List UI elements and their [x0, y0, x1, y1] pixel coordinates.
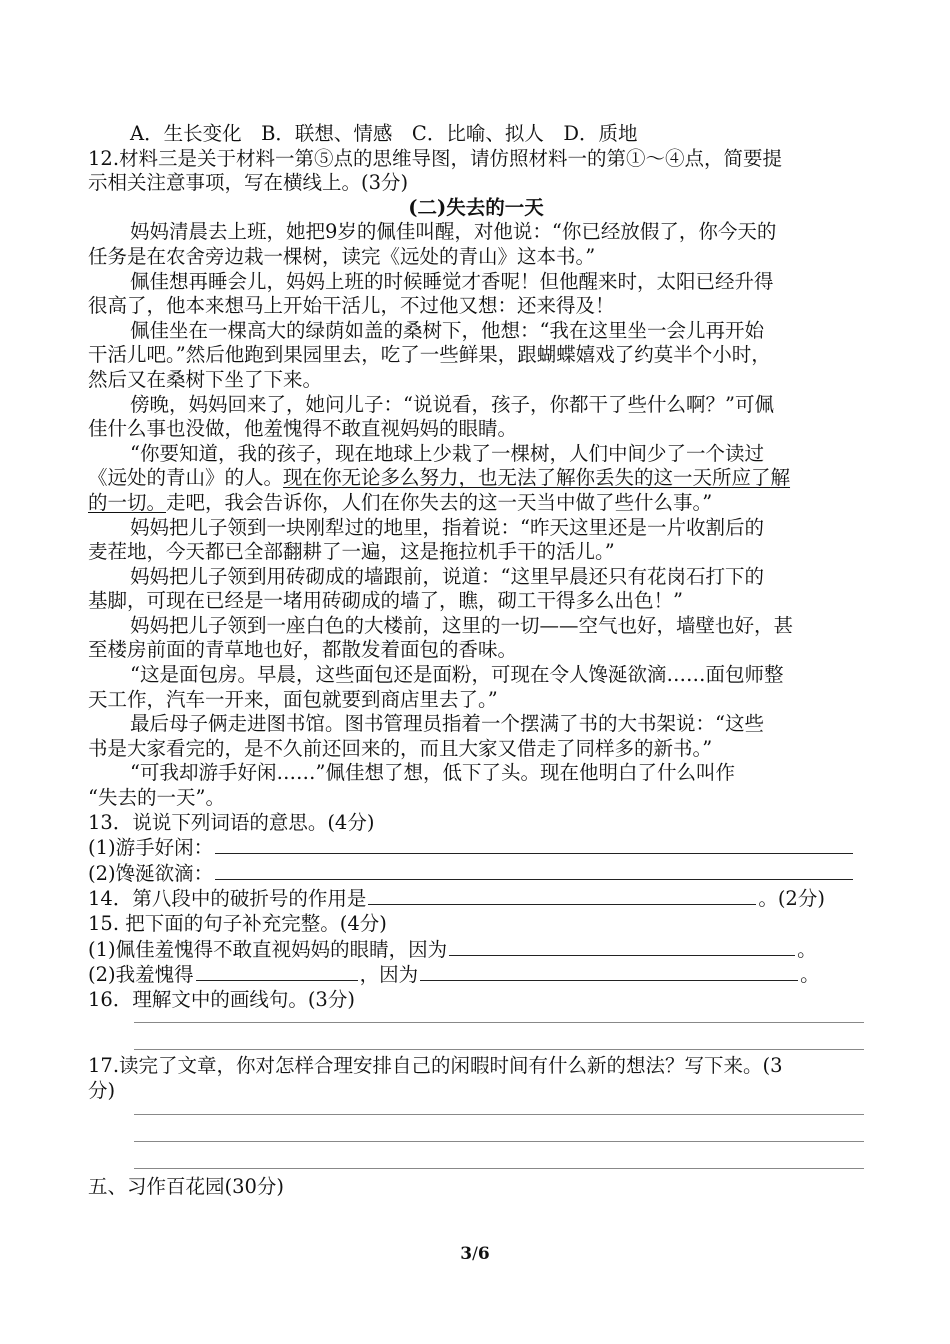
passage-p6-l2: 麦茬地，今天都已全部翻耕了一遍，这是拖拉机手干的活儿。”: [88, 540, 615, 564]
q12-line1: 12.材料三是关于材料一第⑤点的思维导图，请仿照材料一的第①～④点，简要提: [88, 146, 783, 170]
passage-p8-l1: 妈妈把儿子领到一座白色的大楼前，这里的一切——空气也好，墙壁也好，甚: [130, 613, 794, 637]
passage-p10-l1: 最后母子俩走进图书馆。图书管理员指着一个摆满了书的大书架说：“这些: [130, 712, 764, 736]
q14: [88, 886, 864, 912]
q15-item2-end: 。: [800, 963, 820, 987]
q13-answer1-blank[interactable]: [215, 835, 853, 854]
q14-score: 。(2分): [758, 887, 825, 911]
section5-heading: 五、习作百花园(30分): [88, 1174, 285, 1198]
passage-p3-l2: 干活儿吧。”然后他跑到果园里去，吃了一些鲜果，跟蝴蝶嬉戏了约莫半个小时，: [88, 343, 771, 367]
passage-p5-l1: “你要知道，我的孩子，现在地球上少栽了一棵树，人们中间少了一个读过: [130, 441, 764, 465]
passage-p1-l2: 任务是在农舍旁边栽一棵树，读完《远处的青山》这本书。”: [88, 244, 596, 268]
q15-answer1-blank[interactable]: [449, 937, 795, 956]
q15-item1-label: (1)佩佳羞愧得不敢直视妈妈的眼睛，因为: [88, 937, 448, 961]
page-number: [0, 1244, 950, 1264]
q15-answer2b-blank[interactable]: [420, 962, 798, 981]
passage-p3-l3: 然后又在桑树下坐了下来。: [88, 367, 323, 391]
q13-item1: [88, 835, 864, 861]
q13-item1-label: (1)游手好闲：: [88, 836, 214, 860]
q16-answer-line1[interactable]: [134, 1012, 864, 1023]
passage-p8-l2: 至楼房前面的青草地也好，都散发着面包的香味。: [88, 638, 518, 662]
passage-p5-l3: [88, 491, 864, 516]
q14-stem: 14．第八段中的破折号的作用是: [88, 887, 367, 911]
passage-p9-l2: 天工作，汽车一开来，面包就要到商店里去了。”: [88, 687, 498, 711]
exam-page: [88, 122, 864, 1199]
page-total: 6: [477, 1244, 490, 1264]
passage-p2-l1: 佩佳想再睡会儿，妈妈上班的时候睡觉才香呢！但他醒来时，太阳已经升得: [130, 269, 774, 293]
q11-options: A．生长变化 B．联想、情感 C．比喻、拟人 D．质地: [130, 122, 638, 145]
q12-line2: 示相关注意事项，写在横线上。(3分): [88, 171, 409, 195]
passage-p4-l1: 傍晚，妈妈回来了，她问儿子：“说说看，孩子，你都干了些什么啊？”可佩: [130, 392, 774, 416]
q13-stem: 13．说说下列词语的意思。(4分): [88, 810, 375, 834]
q13-item2: [88, 861, 864, 887]
passage-p2-l2: 很高了，他本来想马上开始干活儿，不过他又想：还来得及！: [88, 294, 615, 318]
passage-p11-l2: “失去的一天”。: [88, 786, 225, 810]
q15-stem: 15. 把下面的句子补充完整。(4分): [88, 912, 387, 935]
passage-p3-l1: 佩佳坐在一棵高大的绿荫如盖的桑树下，他想：“我在这里坐一会儿再开始: [130, 318, 764, 342]
passage-p5-l3-plain: 走吧，我会告诉你，人们在你失去的这一天当中做了些什么事。”: [166, 490, 713, 514]
q17-line1: 17.读完了文章，你对怎样合理安排自己的闲暇时间有什么新的想法？写下来。(3: [88, 1054, 783, 1078]
q17-answer-line3[interactable]: [134, 1142, 864, 1169]
passage-p6-l1: 妈妈把儿子领到一块刚犁过的地里，指着说：“昨天这里还是一片收割后的: [130, 515, 764, 539]
page-current: 3: [460, 1244, 473, 1264]
passage-p7-l1: 妈妈把儿子领到用砖砌成的墙跟前，说道：“这里早晨还只有花岗石打下的: [130, 564, 764, 588]
passage-p11-l1: “可我却游手好闲……”佩佳想了想，低下了头。现在他明白了什么叫作: [130, 761, 735, 785]
q13-answer2-blank[interactable]: [215, 861, 853, 880]
passage-p5-l2-plain: 《远处的青山》的人。: [88, 466, 284, 490]
page-separator: /: [472, 1244, 478, 1264]
q13-item2-label: (2)馋涎欲滴：: [88, 861, 214, 885]
q17-answer-line1[interactable]: [134, 1104, 864, 1115]
passage-p1-l1: 妈妈清晨去上班，她把9岁的佩佳叫醒，对他说：“你已经放假了，你今天的: [130, 220, 777, 244]
underlined-sentence-part1: 现在你无论多么努力，也无法了解你丢失的这一天所应了解: [283, 466, 791, 490]
q15-item2-mid: ，因为: [359, 963, 419, 987]
q15-item1-end: 。: [797, 937, 817, 961]
passage-p5-l2: [88, 466, 864, 491]
q15-answer2a-blank[interactable]: [196, 962, 358, 981]
q17-line2: 分): [88, 1078, 116, 1102]
q15-item2: [88, 962, 864, 988]
passage-p7-l2: 基脚，可现在已经是一堵用砖砌成的墙了，瞧，砌工干得多么出色！”: [88, 589, 683, 613]
q15-item1: [88, 937, 864, 963]
q17-answer-line2[interactable]: [134, 1115, 864, 1142]
passage-p4-l2: 佳什么事也没做，他羞愧得不敢直视妈妈的眼睛。: [88, 417, 518, 441]
passage-title: (二)失去的一天: [408, 195, 544, 219]
q16-stem: 16．理解文中的画线句。(3分): [88, 987, 355, 1011]
q14-answer-blank[interactable]: [368, 886, 756, 905]
q15-item2-label: (2)我羞愧得: [88, 963, 194, 987]
q16-answer-line2[interactable]: [134, 1023, 864, 1050]
underlined-sentence-part2: 的一切。: [88, 490, 167, 514]
passage-p10-l2: 书是大家看完的，是不久前还回来的，而且大家又借走了同样多的新书。”: [88, 736, 713, 760]
passage-p9-l1: “这是面包房。早晨，这些面包还是面粉，可现在令人馋涎欲滴……面包师整: [130, 663, 784, 687]
